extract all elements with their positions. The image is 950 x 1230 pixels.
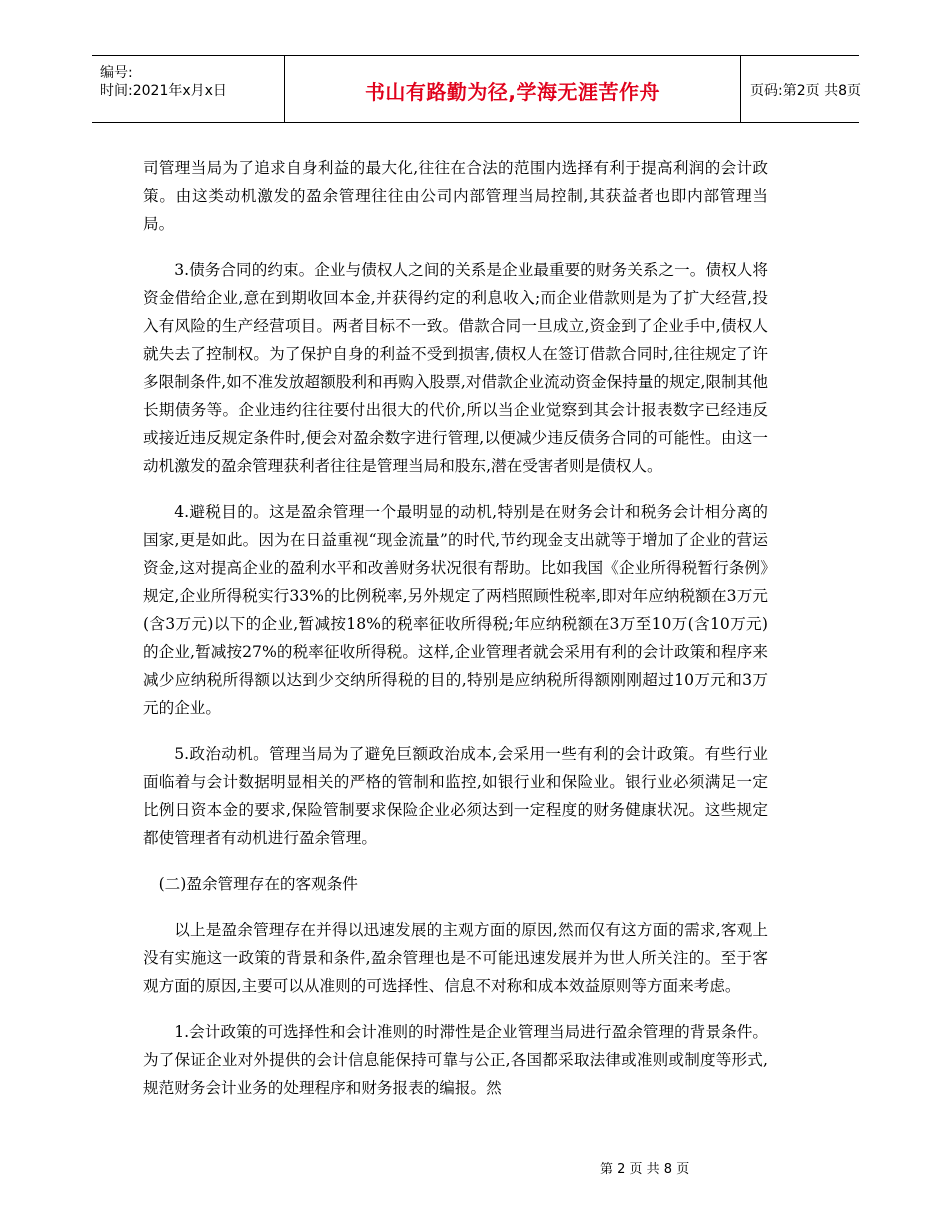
document-number-label: 编号: (100, 65, 133, 81)
header-right-cell (740, 56, 859, 122)
document-time-label: 时间:2021年x月x日 (100, 83, 227, 99)
paragraph-continuation: 司管理当局为了追求自身利益的最大化,往往在合法的范围内选择有利于提高利润的会计政策。由这类动机激发的盈余管理往往由公司内部管理当局控制,其获益者也即内部管理当局。 (143, 159, 768, 233)
paragraph-tax-avoidance: 4.避税目的。这是盈余管理一个最明显的动机,特别是在财务会计和税务会计相分离的国家,更是如此。因为在日益重视“现金流量”的时代,节约现金支出就等于增加了企业的营运资金,这对提高企业的盈利水平和改善财务状况很有帮助。比如我国《企业所得税暂行条例》规定,企业所得税实行33%的比例税率,另外规定了两档照顾性税率,即对年应纳税额在3万元(含3万元)以下的企业,暂减按18%的税率征收所得税;年应纳税额在3万至10万(含10万元)的企业,暂减按27%的税率征收所得税。这样,企业管理者就会采用有利的会计政策和程序来减少应纳税所得额以达到少交纳所得税的目的,特别是应纳税所得额刚刚超过10万元和3万元的企业。 (143, 503, 768, 717)
section-subheading: (二)盈余管理存在的客观条件 (158, 875, 358, 893)
document-body (143, 154, 768, 1120)
header-left-cell (92, 56, 284, 122)
page-header (92, 55, 859, 123)
header-motto: 书山有路勤为径,学海无涯苦作舟 (364, 80, 661, 104)
paragraph-objective-intro: 以上是盈余管理存在并得以迅速发展的主观方面的原因,然而仅有这方面的需求,客观上没有实施这一政策的背景和条件,盈余管理也是不可能迅速发展并为世人所关注的。至于客观方面的原因,主要可以从准则的可选择性、信息不对称和成本效益原则等方面来考虑。 (143, 921, 768, 995)
paragraph-political-motive: 5.政治动机。管理当局为了避免巨额政治成本,会采用一些有利的会计政策。有些行业面临着与会计数据明显相关的严格的管制和监控,如银行业和保险业。银行业必须满足一定比例日资本金的要求,保险管制要求保险企业必须达到一定程度的财务健康状况。这些规定都使管理者有动机进行盈余管理。 (143, 745, 768, 847)
paragraph-accounting-policy: 1.会计政策的可选择性和会计准则的时滞性是企业管理当局进行盈余管理的背景条件。为了保证企业对外提供的会计信息能保持可靠与公正,各国都采取法律或准则或制度等形式,规范财务会计业务的处理程序和财务报表的编报。然 (143, 1023, 768, 1097)
header-motto-cell (284, 56, 741, 122)
header-page-info: 页码:第2页 共8页 (750, 83, 861, 99)
paragraph-debt-contract: 3.债务合同的约束。企业与债权人之间的关系是企业最重要的财务关系之一。债权人将资金借给企业,意在到期收回本金,并获得约定的利息收入;而企业借款则是为了扩大经营,投入有风险的生产经营项目。两者目标不一致。借款合同一旦成立,资金到了企业手中,债权人就失去了控制权。为了保护自身的利益不受到损害,债权人在签订借款合同时,往往规定了许多限制条件,如不准发放超额股利和再购入股票,对借款企业流动资金保持量的规定,限制其他长期债务等。企业违约往往要付出很大的代价,所以当企业觉察到其会计报表数字已经违反或接近违反规定条件时,便会对盈余数字进行管理,以便减少违反债务合同的可能性。由这一动机激发的盈余管理获利者往往是管理当局和股东,潜在受害者则是债权人。 (143, 261, 768, 475)
page-footer: 第 2 页 共 8 页 (600, 1162, 690, 1177)
